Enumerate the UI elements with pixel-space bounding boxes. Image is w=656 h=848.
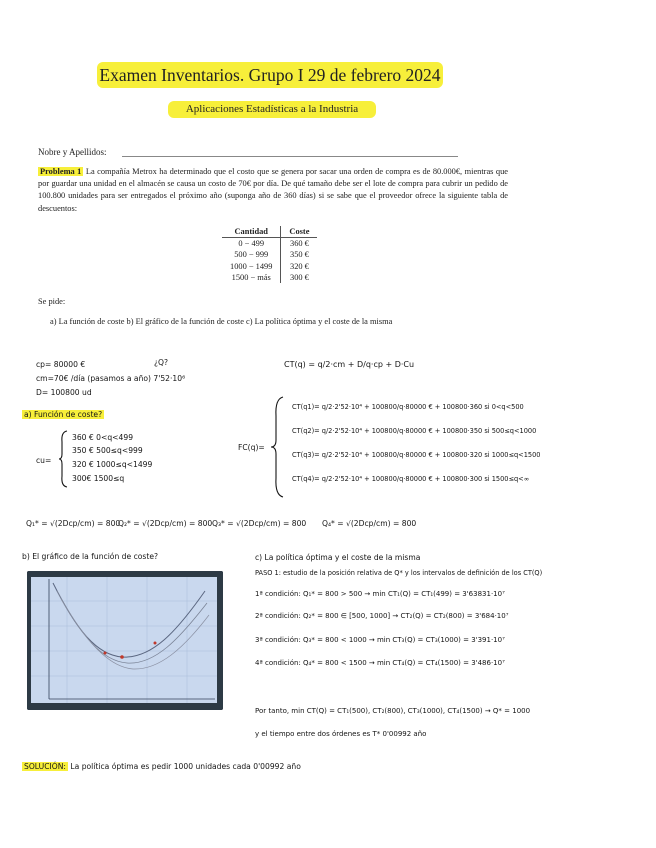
hw-conclusion: Por tanto, min CT(Q) = CT₁(500), CT₂(800), CT₃(1000), CT₄(1500) → Q* = 1000 (255, 707, 531, 715)
hw-data-q: ¿Q? (154, 358, 169, 367)
problem-text: La compañía Metrox ha determinado que el costo que se genera por sacar una orden de compra es de 80.000€, mientras que por guardar una unidad en el almacén se causa un costo de 70€ por día. De qué tamaño debe ser el lote de compra para cubrir un pedido de 100.800 unidades para ser entregados el próximo año (suponga año de 360 días) si se sabe que el proveedor ofrece la siguiente tabla de descuentos: (38, 167, 508, 213)
name-underline (122, 156, 458, 157)
table-row (222, 261, 317, 272)
hw-condition: 3ª condición: Q₃* = 800 < 1000 → min CT₃(Q) = CT₃(1000) = 3'391·10⁷ (255, 636, 505, 644)
hw-b-title: b) El gráfico de la función de coste? (22, 552, 159, 561)
exam-subtitle: Aplicaciones Estadísticas a la Industria (168, 101, 376, 118)
hw-fc-row: CT(q2)= q/2·2'52·10⁴ + 100800/q·80000 € + 100800·350 si 500≤q<1000 (292, 427, 537, 435)
hw-solution (22, 762, 301, 771)
hw-solution-text: La política óptima es pedir 1000 unidades cada 0'00992 año (70, 762, 301, 771)
column-header-quantity: Cantidad (222, 226, 281, 238)
hw-cu-row: 300€ 1500≤q (72, 474, 125, 483)
hw-qstar-1: Q₁* = √(2Dcp/cm) = 800 (26, 519, 121, 528)
hw-condition: 4ª condición: Q₄* = 800 < 1500 → min CT₄(Q) = CT₄(1500) = 3'486·10⁷ (255, 659, 505, 667)
problem-statement (38, 166, 508, 215)
table-cell-cost: 320 € (290, 261, 309, 271)
hw-solution-label: SOLUCIÓN: (24, 762, 66, 771)
hw-a-title-text: a) Función de coste? (24, 410, 103, 419)
hw-condition: 1ª condición: Q₁* = 800 > 500 → min CT₁(Q) = CT₁(499) = 3'63831·10⁷ (255, 590, 505, 598)
table-cell-quantity: 1500 − más (222, 272, 281, 283)
hw-fc-brace (270, 396, 284, 498)
hw-fc-row: CT(q3)= q/2·2'52·10⁴ + 100800/q·80000 € + 100800·320 si 1000≤q<1500 (292, 451, 541, 459)
table-cell-quantity: 0 − 499 (222, 238, 281, 250)
hw-data-cm: cm=70€ /día (pasamos a año) 7'52·10⁶ (36, 374, 186, 383)
hw-cu-brace (58, 430, 68, 488)
hw-fc-row: CT(q1)= q/2·2'52·10⁴ + 100800/q·80000 € + 100800·360 si 0<q<500 (292, 403, 524, 411)
hw-qstar-2: Q₂* = √(2Dcp/cm) = 800 (118, 519, 213, 528)
hw-c-title: c) La política óptima y el coste de la misma (255, 553, 421, 562)
name-label: Nobre y Apellidos: (38, 147, 107, 157)
cost-graph-screen (27, 571, 223, 710)
hw-paso: PASO 1: estudio de la posición relativa de Q* y los intervalos de definición de los CT(Q) (255, 569, 543, 577)
table-header-row (222, 226, 317, 238)
hw-cu-label: cu= (36, 456, 52, 465)
discount-table (222, 226, 317, 283)
hw-a-title (22, 410, 104, 419)
hw-cu-row: 350 € 500≤q<999 (72, 446, 143, 455)
questions-intro: Se pide: (38, 297, 66, 306)
hw-data-d: D= 100800 ud (36, 388, 92, 397)
table-row (222, 238, 317, 250)
table-row (222, 272, 317, 283)
table-row (222, 249, 317, 260)
table-cell-cost: 300 € (290, 272, 309, 282)
table-cell-quantity: 1000 − 1499 (222, 261, 281, 272)
hw-ct-formula: CT(q) = q/2·cm + D/q·cp + D·Cu (284, 360, 415, 369)
questions-list: a) La función de coste b) El gráfico de la función de coste c) La política óptima y el coste de la misma (50, 317, 393, 326)
hw-cu-row: 360 € 0<q<499 (72, 433, 134, 442)
exam-title: Examen Inventarios. Grupo I 29 de febrero 2024 (97, 62, 443, 88)
hw-time: y el tiempo entre dos órdenes es T* 0'00992 año (255, 730, 427, 738)
hw-qstar-4: Q₄* = √(2Dcp/cm) = 800 (322, 519, 417, 528)
table-cell-cost: 360 € (290, 239, 309, 248)
cost-graph-photo (27, 571, 223, 710)
problem-label: Problema 1 (40, 167, 82, 176)
hw-fc-label: FC(q)= (238, 443, 265, 452)
hw-cu-row: 320 € 1000≤q<1499 (72, 460, 153, 469)
column-header-cost: Coste (281, 226, 318, 238)
hw-condition: 2ª condición: Q₂* = 800 ∈ [500, 1000] → CT₂(Q) = CT₂(800) = 3'684·10⁷ (255, 612, 509, 620)
hw-qstar-3: Q₃* = √(2Dcp/cm) = 800 (212, 519, 307, 528)
table-cell-quantity: 500 − 999 (222, 249, 281, 260)
hw-fc-row: CT(q4)= q/2·2'52·10⁴ + 100800/q·80000 € + 100800·300 si 1500≤q<∞ (292, 475, 530, 483)
hw-data-cp: cp= 80000 € (36, 360, 86, 369)
table-cell-cost: 350 € (290, 250, 309, 260)
